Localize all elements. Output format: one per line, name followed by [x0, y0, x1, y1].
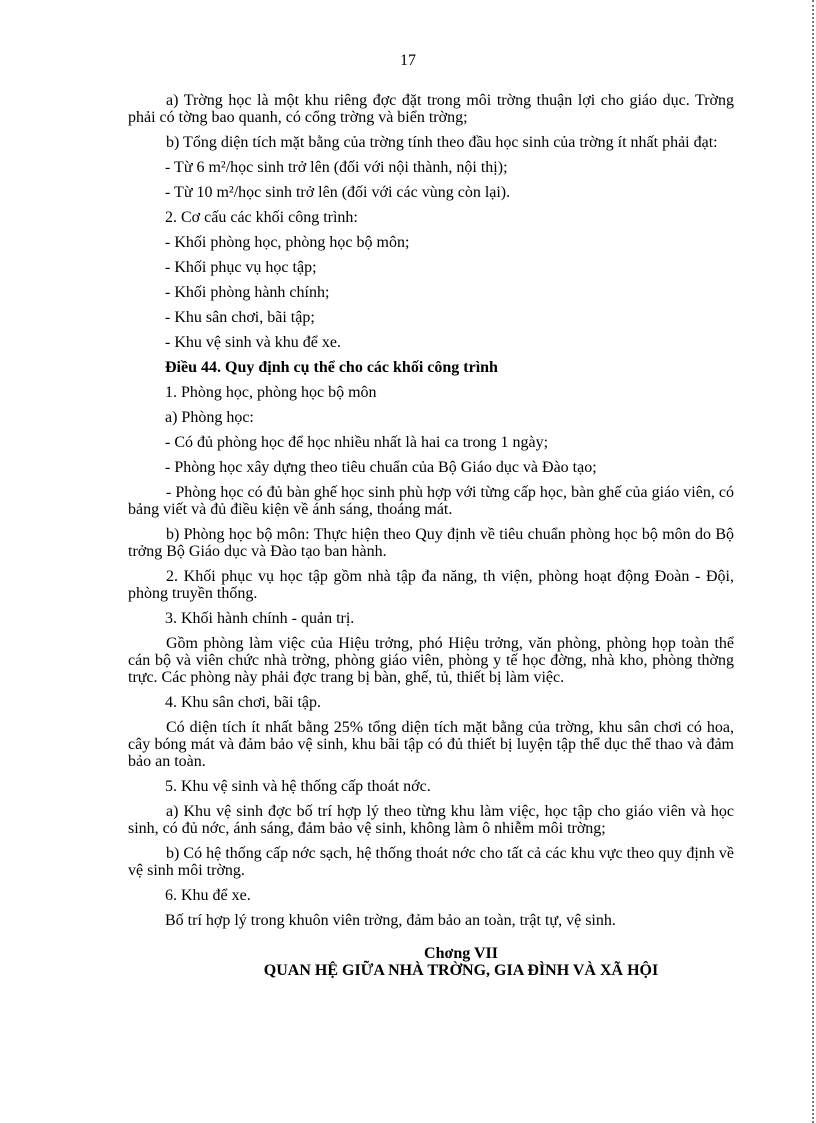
paragraph: b) Phòng học bộ môn: Thực hiện theo Quy định về tiêu chuẩn phòng học bộ môn do Bộ trởng Bộ Giáo dục và Đào tạo ban hành. — [128, 526, 734, 560]
page-body — [128, 92, 734, 979]
article-heading: Điều 44. Quy định cụ thể cho các khối công trình — [165, 359, 498, 376]
list-item: - Khối phòng học, phòng học bộ môn; — [165, 234, 410, 251]
list-item: - Khu sân chơi, bãi tập; — [165, 309, 315, 326]
page-edge-border — [812, 0, 814, 1123]
list-item: - Khối phòng hành chính; — [165, 284, 330, 301]
list-item: 4. Khu sân chơi, bãi tập. — [165, 694, 321, 711]
list-item: 6. Khu để xe. — [165, 887, 251, 904]
list-item: 1. Phòng học, phòng học bộ môn — [165, 384, 377, 401]
paragraph: b) Có hệ thống cấp nớc sạch, hệ thống thoát nớc cho tất cả các khu vực theo quy định về vệ sinh môi trờng. — [128, 845, 734, 879]
paragraph: 2. Khối phục vụ học tập gồm nhà tập đa năng, th viện, phòng hoạt động Đoàn - Đội, phòng truyền thống. — [128, 568, 734, 602]
paragraph: Có diện tích ít nhất bằng 25% tổng diện tích mặt bằng của trờng, khu sân chơi có hoa, cây bóng mát và đảm bảo vệ sinh, khu bãi tập có đủ thiết bị luyện tập thể dục thể thao và đảm bảo an toàn. — [128, 719, 734, 770]
list-item: - Phòng học xây dựng theo tiêu chuẩn của Bộ Giáo dục và Đào tạo; — [165, 459, 597, 476]
paragraph: Gồm phòng làm việc của Hiệu trởng, phó Hiệu trởng, văn phòng, phòng họp toàn thể cán bộ và viên chức nhà trờng, phòng giáo viên, phòng y tế học đờng, nhà kho, phòng thờng trực. Các phòng này phải đợc trang bị bàn, ghế, tủ, thiết bị làm việc. — [128, 635, 734, 686]
list-item: 5. Khu vệ sinh và hệ thống cấp thoát nớc. — [165, 778, 431, 795]
list-item: - Từ 6 m²/học sinh trở lên (đối với nội thành, nội thị); — [165, 159, 508, 176]
paragraph: a) Khu vệ sinh đợc bố trí hợp lý theo từng khu làm việc, học tập cho giáo viên và học sinh, có đủ nớc, ánh sáng, đảm bảo vệ sinh, không làm ô nhiễm môi trờng; — [128, 803, 734, 837]
list-item: - Khu vệ sinh và khu để xe. — [165, 334, 341, 351]
list-item: - Khối phục vụ học tập; — [165, 259, 317, 276]
paragraph: - Phòng học có đủ bàn ghế học sinh phù hợp với từng cấp học, bàn ghế của giáo viên, có bảng viết và đủ điều kiện về ánh sáng, thoáng mát. — [128, 484, 734, 518]
paragraph: b) Tổng diện tích mặt bằng của trờng tính theo đầu học sinh của trờng ít nhất phải đạt: — [166, 134, 718, 151]
chapter-heading — [128, 945, 734, 979]
page-number: 17 — [400, 52, 416, 69]
chapter-number: Chơng VII — [424, 945, 498, 962]
list-item: 2. Cơ cấu các khối công trình: — [165, 209, 358, 226]
paragraph: a) Trờng học là một khu riêng đợc đặt trong môi trờng thuận lợi cho giáo dục. Trờng phải có tờng bao quanh, có cổng trờng và biển trờng; — [128, 92, 734, 126]
list-item: 3. Khối hành chính - quản trị. — [165, 610, 355, 627]
list-item: - Có đủ phòng học để học nhiều nhất là hai ca trong 1 ngày; — [165, 434, 549, 451]
list-item: Bố trí hợp lý trong khuôn viên trờng, đảm bảo an toàn, trật tự, vệ sinh. — [165, 912, 616, 929]
list-item: a) Phòng học: — [165, 409, 254, 426]
chapter-title: QUAN HỆ GIỮA NHÀ TRỜNG, GIA ĐÌNH VÀ XÃ HỘI — [263, 962, 659, 979]
list-item: - Từ 10 m²/học sinh trở lên (đối với các vùng còn lại). — [165, 184, 511, 201]
